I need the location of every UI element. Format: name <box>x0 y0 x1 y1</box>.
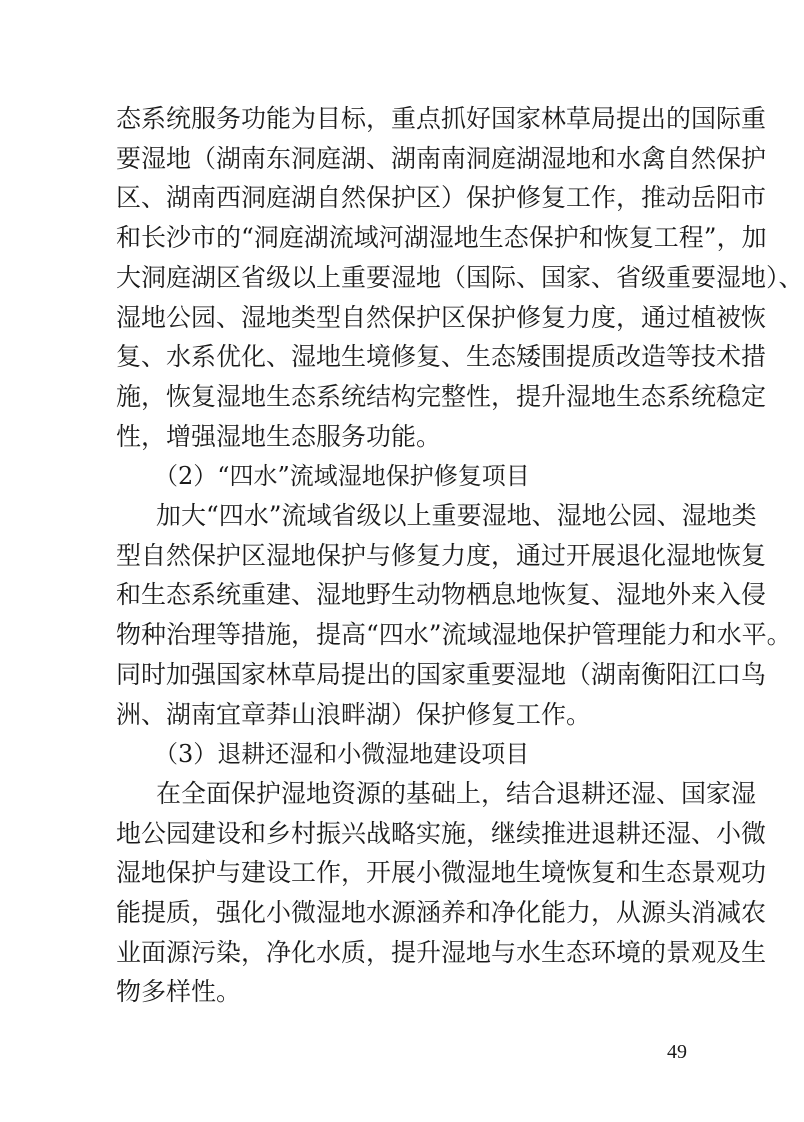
body-text-line: 物种治理等措施，提高“四水”流域湿地保护管理能力和水平。 <box>116 620 792 650</box>
body-text-line: 同时加强国家林草局提出的国家重要湿地（湖南衡阳江口鸟 <box>116 659 767 689</box>
paragraph-first-line: 在全面保护湿地资源的基础上，结合退耕还湿、国家湿 <box>156 778 757 808</box>
paragraph-first-line: 加大“四水”流域省级以上重要湿地、湿地公园、湿地类 <box>156 501 757 530</box>
body-text-line: 业面源污染，净化水质，提升湿地与水生态环境的景观及生 <box>116 937 767 967</box>
body-text-line: 型自然保护区湿地保护与修复力度，通过开展退化湿地恢复 <box>116 540 767 570</box>
body-text-line: 和生态系统重建、湿地野生动物栖息地恢复、湿地外来入侵 <box>116 580 767 610</box>
section-heading: （2）“四水”流域湿地保护修复项目 <box>154 462 530 491</box>
body-text-line: 区、湖南西洞庭湖自然保护区）保护修复工作，推动岳阳市 <box>116 183 767 213</box>
body-text-line: 态系统服务功能为目标，重点抓好国家林草局提出的国际重 <box>116 104 767 133</box>
body-text-line: 复、水系优化、湿地生境修复、生态矮围提质改造等技术措 <box>116 342 767 372</box>
body-text-line: 地公园建设和乡村振兴战略实施，继续推进退耕还湿、小微 <box>116 818 767 848</box>
body-text-line: 能提质，强化小微湿地水源涵养和净化能力，从源头消减农 <box>116 898 767 927</box>
body-text-line: 湿地公园、湿地类型自然保护区保护修复力度，通过植被恢 <box>116 302 767 332</box>
section-heading: （3）退耕还湿和小微湿地建设项目 <box>154 740 530 769</box>
body-text-line: 施，恢复湿地生态系统结构完整性，提升湿地生态系统稳定 <box>116 381 767 411</box>
body-text-line: 和长沙市的“洞庭湖流域河湖湿地生态保护和恢复工程”，加 <box>116 223 767 253</box>
page-number: 49 <box>667 1041 687 1063</box>
body-text-line: 性，增强湿地生态服务功能。 <box>116 421 442 451</box>
body-text-line: 要湿地（湖南东洞庭湖、湖南南洞庭湖湿地和水禽自然保护 <box>116 143 767 173</box>
body-text-line: 洲、湖南宜章莽山浪畔湖）保护修复工作。 <box>116 699 592 729</box>
body-text-line: 湿地保护与建设工作，开展小微湿地生境恢复和生态景观功 <box>116 858 767 888</box>
body-text-line: 大洞庭湖区省级以上重要湿地（国际、国家、省级重要湿地）、 <box>116 262 804 292</box>
body-text-line: 物多样性。 <box>116 977 242 1007</box>
